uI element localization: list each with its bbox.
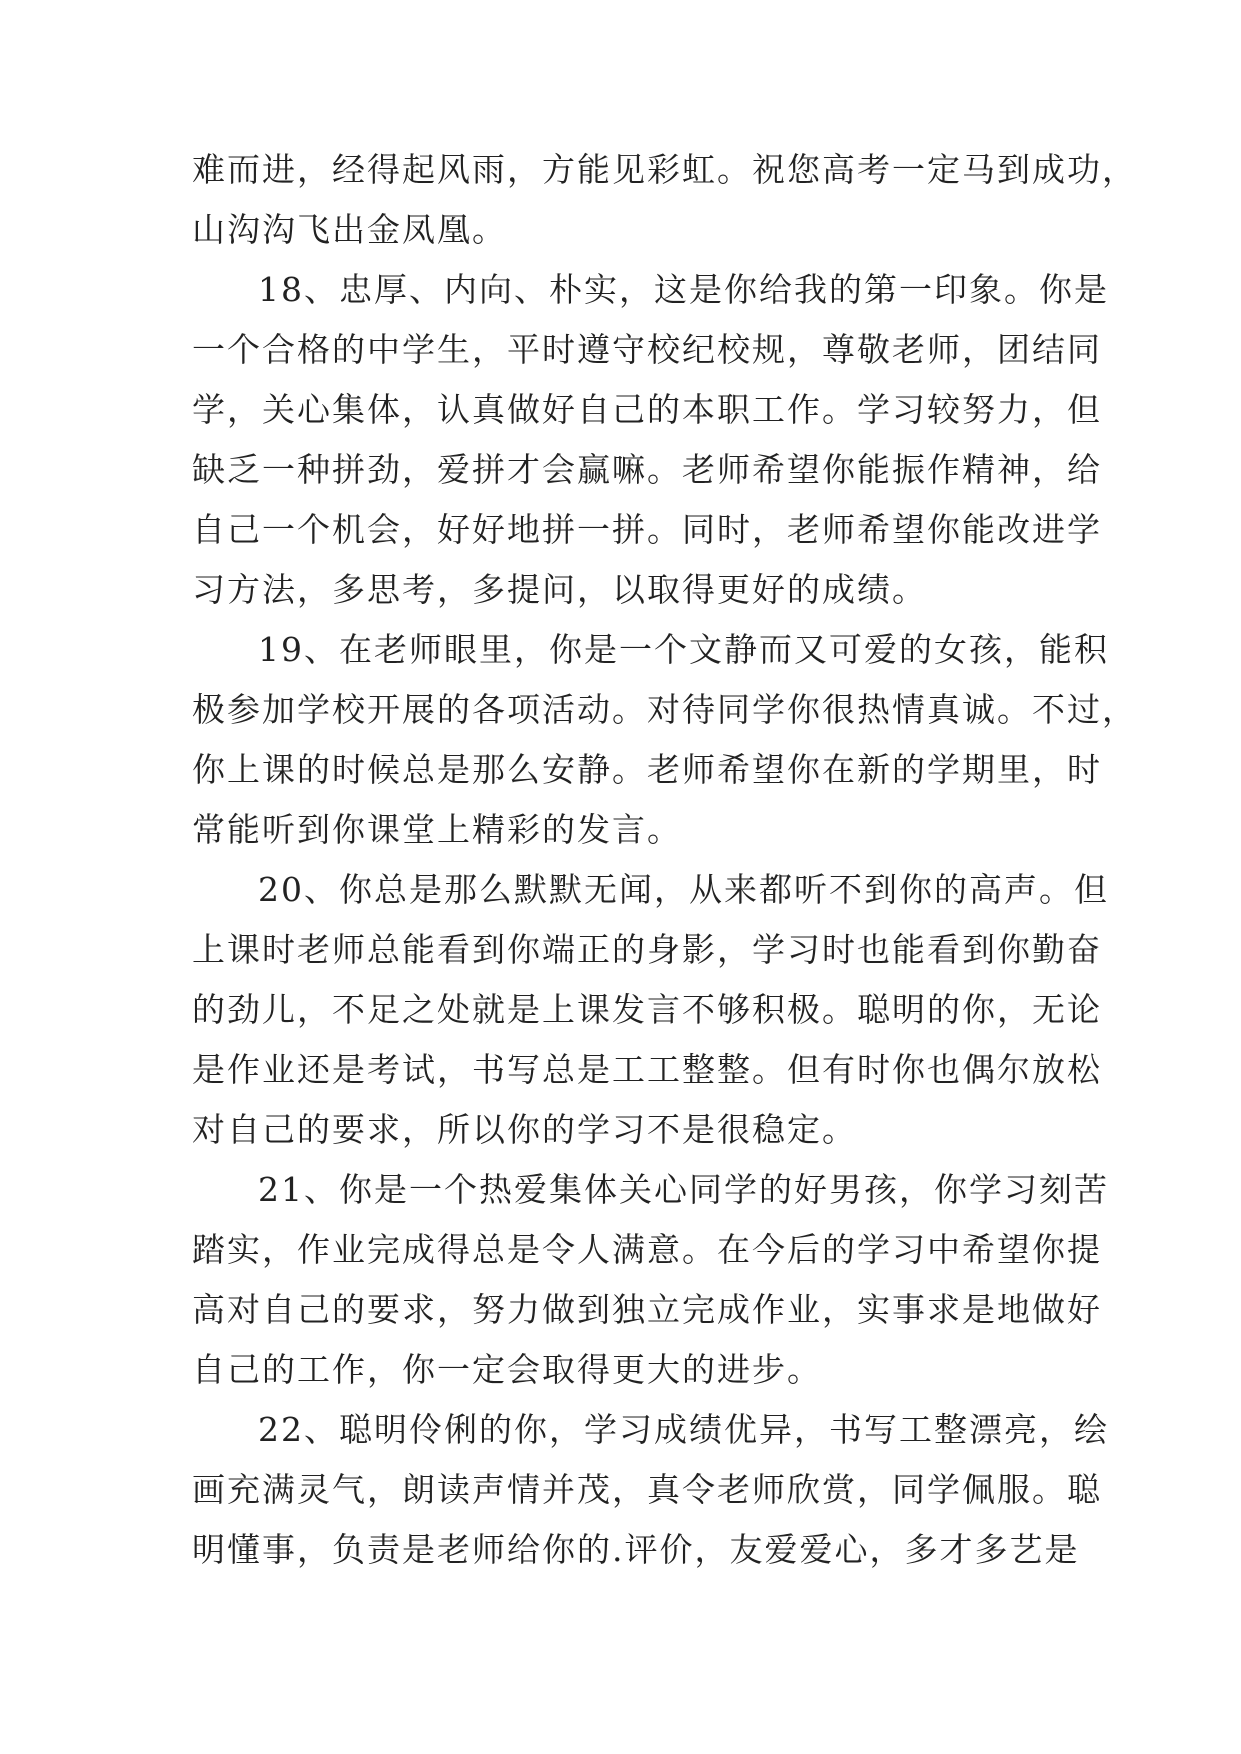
- paragraph-18-first-line: 18、忠厚、内向、朴实，这是你给我的第一印象。你是: [258, 270, 1109, 309]
- text-line: 山沟沟飞出金凤凰。: [192, 210, 507, 249]
- paragraph-20-first-line: 20、你总是那么默默无闻，从来都听不到你的高声。但: [258, 870, 1109, 909]
- text-line: 的劲儿，不足之处就是上课发言不够积极。聪明的你，无论: [192, 990, 1102, 1029]
- text-line: 自己一个机会，好好地拼一拼。同时，老师希望你能改进学: [192, 510, 1102, 549]
- paragraph-22-first-line: 22、聪明伶俐的你，学习成绩优异，书写工整漂亮，绘: [258, 1410, 1109, 1449]
- text-line: 高对自己的要求，努力做到独立完成作业，实事求是地做好: [192, 1290, 1102, 1329]
- text-line: 难而进，经得起风雨，方能见彩虹。祝您高考一定马到成功，: [192, 150, 1137, 189]
- paragraph-21-first-line: 21、你是一个热爱集体关心同学的好男孩，你学习刻苦: [258, 1170, 1109, 1209]
- text-line: 是作业还是考试，书写总是工工整整。但有时你也偶尔放松: [192, 1050, 1102, 1089]
- text-line: 你上课的时候总是那么安静。老师希望你在新的学期里，时: [192, 750, 1102, 789]
- text-line: 上课时老师总能看到你端正的身影，学习时也能看到你勤奋: [192, 930, 1102, 969]
- paragraph-19-first-line: 19、在老师眼里，你是一个文静而又可爱的女孩，能积: [258, 630, 1109, 669]
- text-line: 极参加学校开展的各项活动。对待同学你很热情真诚。不过，: [192, 690, 1137, 729]
- text-line: 学，关心集体，认真做好自己的本职工作。学习较努力，但: [192, 390, 1102, 429]
- text-line: 画充满灵气，朗读声情并茂，真令老师欣赏，同学佩服。聪: [192, 1470, 1102, 1509]
- text-line: 缺乏一种拼劲，爱拼才会赢嘛。老师希望你能振作精神，给: [192, 450, 1102, 489]
- text-line: 常能听到你课堂上精彩的发言。: [192, 810, 682, 849]
- text-line: 自己的工作，你一定会取得更大的进步。: [192, 1350, 822, 1389]
- text-line: 明懂事，负责是老师给你的.评价，友爱爱心，多才多艺是: [192, 1530, 1080, 1569]
- text-line: 一个合格的中学生，平时遵守校纪校规，尊敬老师，团结同: [192, 330, 1102, 369]
- text-line: 踏实，作业完成得总是令人满意。在今后的学习中希望你提: [192, 1230, 1102, 1269]
- text-line: 习方法，多思考，多提问，以取得更好的成绩。: [192, 570, 927, 609]
- text-line: 对自己的要求，所以你的学习不是很稳定。: [192, 1110, 857, 1149]
